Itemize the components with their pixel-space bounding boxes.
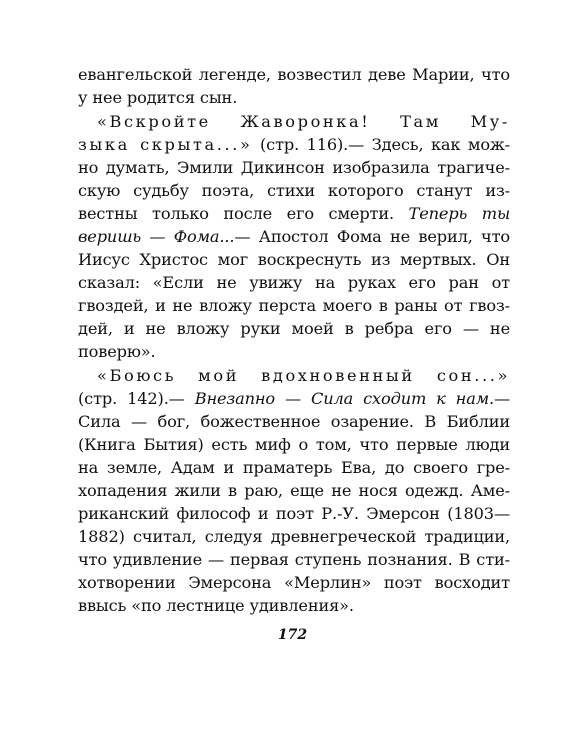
- text-line: [78, 203, 510, 225]
- page-number: 172: [277, 627, 308, 643]
- text-run: (стр. 142).—: [78, 389, 195, 408]
- text-line: [78, 595, 354, 617]
- text-run: скую судьбу поэта, стихи которого станут из-: [78, 181, 510, 200]
- text-run: ввысь «по лестнице удивления».: [78, 596, 354, 615]
- text-line: [78, 64, 510, 86]
- text-run: евангельской легенде, возвестил деве Марии, что: [78, 65, 510, 84]
- text-line: [78, 526, 510, 548]
- text-run: поверю».: [78, 342, 156, 361]
- text-run: хотворении Эмерсона «Мерлин» поэт восходит: [78, 573, 510, 592]
- text-run: хопадения жили в раю, еще не нося одежд. Аме-: [78, 481, 510, 500]
- text-run: что удивление — первая ступень познания. В сти-: [78, 550, 510, 569]
- text-line: [78, 341, 156, 363]
- text-run: «Боюсь мой вдохновенный сон...»: [97, 366, 510, 385]
- text-line: [78, 572, 510, 594]
- poem-first-line-citation: [97, 111, 510, 133]
- poem-title-continued: зыка скрыта...»: [78, 135, 253, 154]
- text-run: Иисус Христос мог воскреснуть из мертвых. Он: [78, 250, 510, 269]
- text-run: — Апостол Фома не верил, что: [234, 227, 510, 246]
- text-line: [78, 295, 510, 317]
- text-run: (стр. 116).— Здесь, как мож-: [252, 135, 510, 154]
- text-run: «Вскройте Жаворонка! Там Му-: [97, 112, 510, 131]
- text-line: [78, 157, 510, 179]
- text-line: [78, 272, 510, 294]
- text-run: дей, и не вложу руки моей в ребра его — не: [78, 319, 510, 338]
- text-run: сказал: «Если не увижу на руках его ран от: [78, 273, 510, 292]
- text-line: [78, 226, 510, 248]
- text-line: [78, 549, 510, 571]
- text-line: [78, 388, 510, 410]
- text-line: [78, 411, 510, 433]
- text-run: —: [493, 389, 511, 408]
- quoted-phrase: Внезапно — Сила сходит к нам.: [194, 389, 494, 408]
- text-line: [78, 457, 510, 479]
- text-run: у нее родится сын.: [78, 88, 238, 107]
- text-line: [78, 318, 510, 340]
- text-line: [78, 503, 510, 525]
- text-line: [78, 480, 510, 502]
- text-run: Сила — бог, божественное озарение. В Библии: [78, 412, 510, 431]
- text-line: [78, 134, 510, 156]
- text-line: [78, 249, 510, 271]
- text-line: [78, 434, 510, 456]
- text-run: вестны только после его смерти.: [78, 204, 409, 223]
- quoted-phrase: Теперь ты: [408, 204, 510, 223]
- text-run: на земле, Адам и праматерь Ева, до своего гре-: [78, 458, 510, 477]
- text-line: [78, 180, 510, 202]
- text-run: (Книга Бытия) есть миф о том, что первые люди: [78, 435, 510, 454]
- quoted-phrase: веришь — Фома...: [78, 227, 235, 246]
- text-run: риканский философ и поэт Р.-У. Эмерсон (1803—: [78, 504, 510, 523]
- text-run: но думать, Эмили Дикинсон изобразила трагиче-: [78, 158, 510, 177]
- text-run: гвоздей, и не вложу перста моего в раны от гвоз-: [78, 296, 510, 315]
- text-line: [78, 87, 237, 109]
- poem-first-line-citation: [97, 365, 510, 387]
- text-run: 1882) считал, следуя древнегреческой традиции,: [78, 527, 510, 546]
